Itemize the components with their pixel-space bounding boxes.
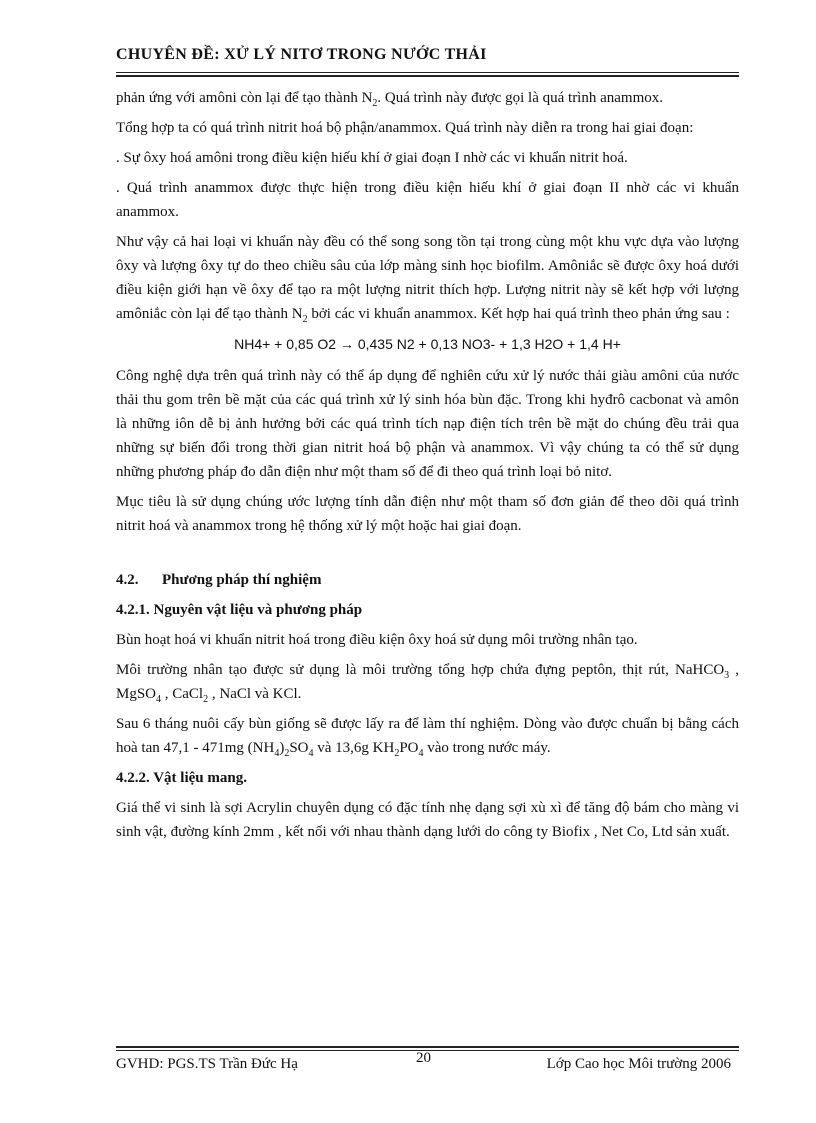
page-body xyxy=(116,86,739,850)
subsection-heading-4-2-2: 4.2.2. Vật liệu mang. xyxy=(116,770,247,786)
section-heading-4-2: 4.2. Phương pháp thí nghiệm xyxy=(116,572,322,588)
paragraph-5: Như vậy cả hai loại vi khuẩn này đều có thể song song tồn tại trong cùng một khu vực dựa vào lượng ôxy và lượng ôxy tự do theo chiều sâu của lớp màng sinh học biofilm. Amôniắc sẽ được ôxy hoá dưới điều kiện giới hạn về ôxy để tạo ra một lượng nitrit thích hợp. Lượng nitrit này sẽ kết hợp với lượng amôniắc còn lại để tạo thành $N_2$ bởi các vi khuẩn anammox. Kết hợp hai quá trình theo phản ứng sau : xyxy=(116,234,739,325)
footer-supervisor: GVHD: PGS.TS Trần Đức Hạ xyxy=(116,1056,298,1072)
reaction-equation: NH4+ + 0,85 O2 → 0,435 N2 + 0,13 NO3- + 1,3 H2O + 1,4 H+ xyxy=(234,336,621,352)
paragraph-6: Công nghệ dựa trên quá trình này có thể áp dụng để nghiên cứu xử lý nước thải giàu amôni của nước thải thu gom trên bề mặt của các quá trình xử lý sinh hóa bùn đặc. Trong khi hyđrô cacbonat và amôn là những iôn dễ bị ảnh hưởng bởi các quá trình tích nạp điện tích trên bề mặt do chúng đều trải qua những sự biến đổi trong thời gian nitrit hoá bộ phận và anammox. Vì vậy chúng ta có thể sử dụng những phương pháp đo dẫn điện như một tham số để đi theo quá trình loại bỏ nitơ. xyxy=(116,368,739,480)
paragraph-11: Giá thể vi sinh là sợi Acrylin chuyên dụng có đặc tính nhẹ dạng sợi xù xì để tăng độ bám cho màng vi sinh vật, đường kính 2mm , kết nối với nhau thành dạng lưới do công ty Biofix , Net Co, Ltd sản xuất. xyxy=(116,800,739,840)
footer-rule-thick xyxy=(116,1046,739,1048)
paragraph-7: Mục tiêu là sử dụng chúng ước lượng tính dẫn điện như một tham số đơn giản để theo dõi quá trình nitrit hoá và anammox trong hệ thống xử lý một hoặc hai giai đoạn. xyxy=(116,494,739,534)
header-rule-thin xyxy=(116,72,739,73)
page-header-title: CHUYÊN ĐỀ: XỬ LÝ NITƠ TRONG NƯỚC THẢI xyxy=(116,46,487,63)
footer-class-name: Lớp Cao học Môi trường 2006 xyxy=(546,1056,731,1072)
subsection-heading-4-2-1: 4.2.1. Nguyên vật liệu và phương pháp xyxy=(116,602,363,618)
paragraph-4: . Quá trình anammox được thực hiện trong điều kiện hiếu khí ở giai đoạn II nhờ các vi khuẩn anammox. xyxy=(116,180,739,220)
paragraph-2: Tổng hợp ta có quá trình nitrit hoá bộ phận/anammox. Quá trình này diễn ra trong hai giai đoạn: xyxy=(116,120,694,136)
paragraph-10: Sau 6 tháng nuôi cấy bùn giống sẽ được lấy ra để làm thí nghiệm. Dòng vào được chuẩn bị bằng cách hoà tan 47,1 - 471mg $(NH_4)_2SO_4$ và 13,6g $KH_2PO_4$ vào trong nước máy. xyxy=(116,716,739,759)
paragraph-9: Môi trường nhân tạo được sử dụng là môi trường tổng hợp chứa đựng peptôn, thịt rút, NaHCO$_3$ , MgSO$_4$ , CaCl$_2$ , NaCl và KCl. xyxy=(116,662,740,705)
paragraph-3: . Sự ôxy hoá amôni trong điều kiện hiếu khí ở giai đoạn I nhờ các vi khuẩn nitrit hoá. xyxy=(116,150,628,166)
header-rule-thick xyxy=(116,75,739,77)
paragraph-8: Bùn hoạt hoá vi khuẩn nitrit hoá trong điều kiện ôxy hoá sử dụng môi trường nhân tạo. xyxy=(116,632,638,648)
paragraph-1: phản ứng với amôni còn lại để tạo thành $N_2$. Quá trình này được gọi là quá trình anammox. xyxy=(116,90,664,109)
page-number: 20 xyxy=(416,1050,431,1066)
